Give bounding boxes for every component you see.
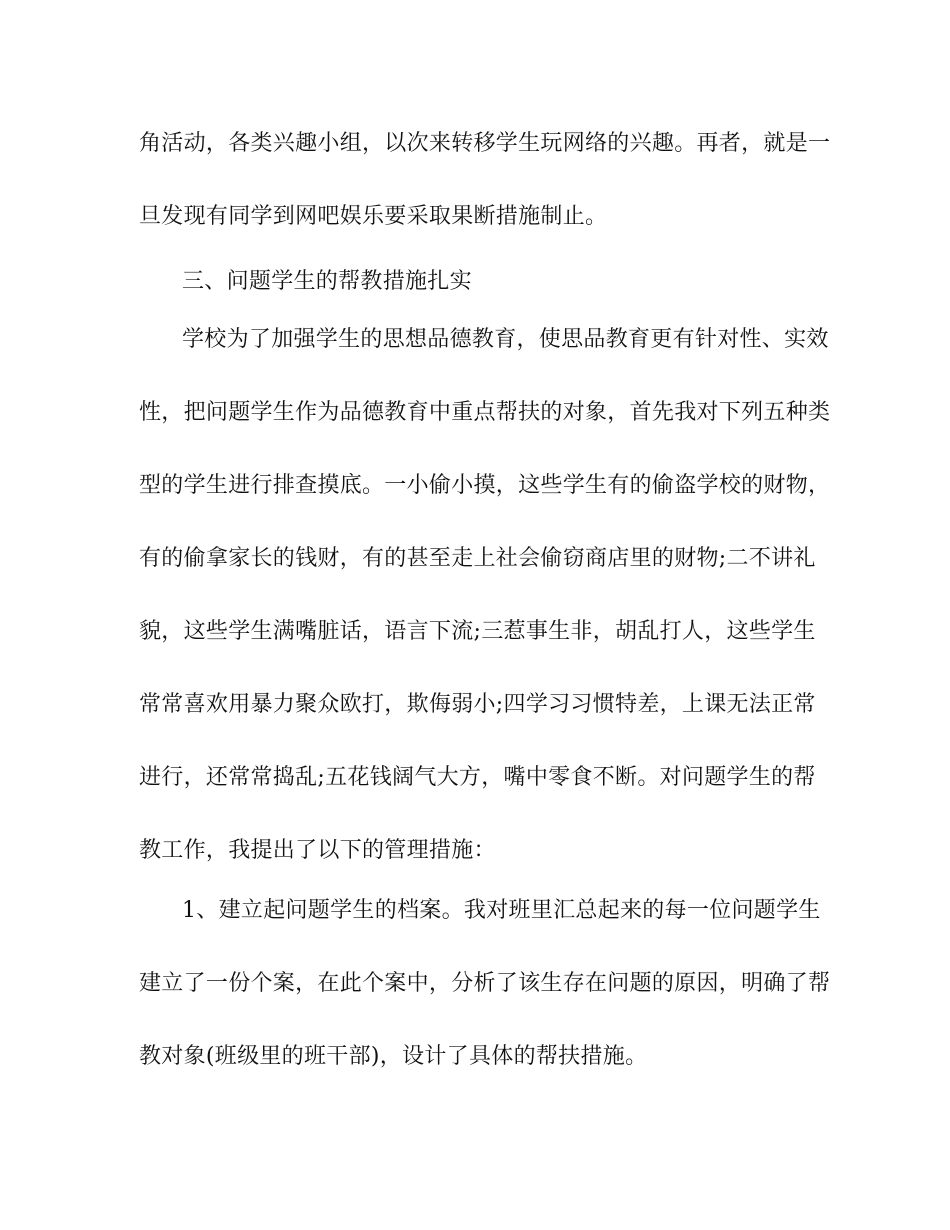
section-heading: 三、问题学生的帮教措施扎实: [182, 269, 472, 294]
paragraph-line-5: 型的学生进行排查摸底。一小偷小摸，这些学生有的偷盗学校的财物，: [139, 473, 831, 498]
paragraph-line-1: 角活动，各类兴趣小组，以次来转移学生玩网络的兴趣。再者，就是一: [139, 131, 831, 156]
paragraph-line-6: 有的偷拿家长的钱财，有的甚至走上社会偷窃商店里的财物;二不讲礼: [139, 546, 816, 571]
paragraph-line-9: 进行，还常常捣乱;五花钱阔气大方，嘴中零食不断。对问题学生的帮: [139, 765, 816, 790]
paragraph-line-4: 性，把问题学生作为品德教育中重点帮扶的对象，首先我对下列五种类: [139, 400, 831, 425]
paragraph-line-13: 教对象(班级里的班干部)，设计了具体的帮扶措施。: [139, 1044, 648, 1069]
paragraph-line-11: 1、建立起问题学生的档案。我对班里汇总起来的每一位问题学生: [182, 898, 821, 923]
paragraph-line-3: 学校为了加强学生的思想品德教育，使思品教育更有针对性、实效: [182, 327, 829, 352]
paragraph-line-12: 建立了一份个案，在此个案中，分析了该生存在问题的原因，明确了帮: [139, 971, 831, 996]
paragraph-line-2: 旦发现有同学到网吧娱乐要采取果断措施制止。: [139, 204, 608, 229]
paragraph-line-10: 教工作，我提出了以下的管理措施：: [139, 838, 496, 863]
paragraph-line-7: 貌，这些学生满嘴脏话，语言下流;三惹事生非，胡乱打人，这些学生: [139, 619, 816, 644]
paragraph-line-8: 常常喜欢用暴力聚众欧打，欺侮弱小;四学习习惯特差，上课无法正常: [139, 692, 816, 717]
